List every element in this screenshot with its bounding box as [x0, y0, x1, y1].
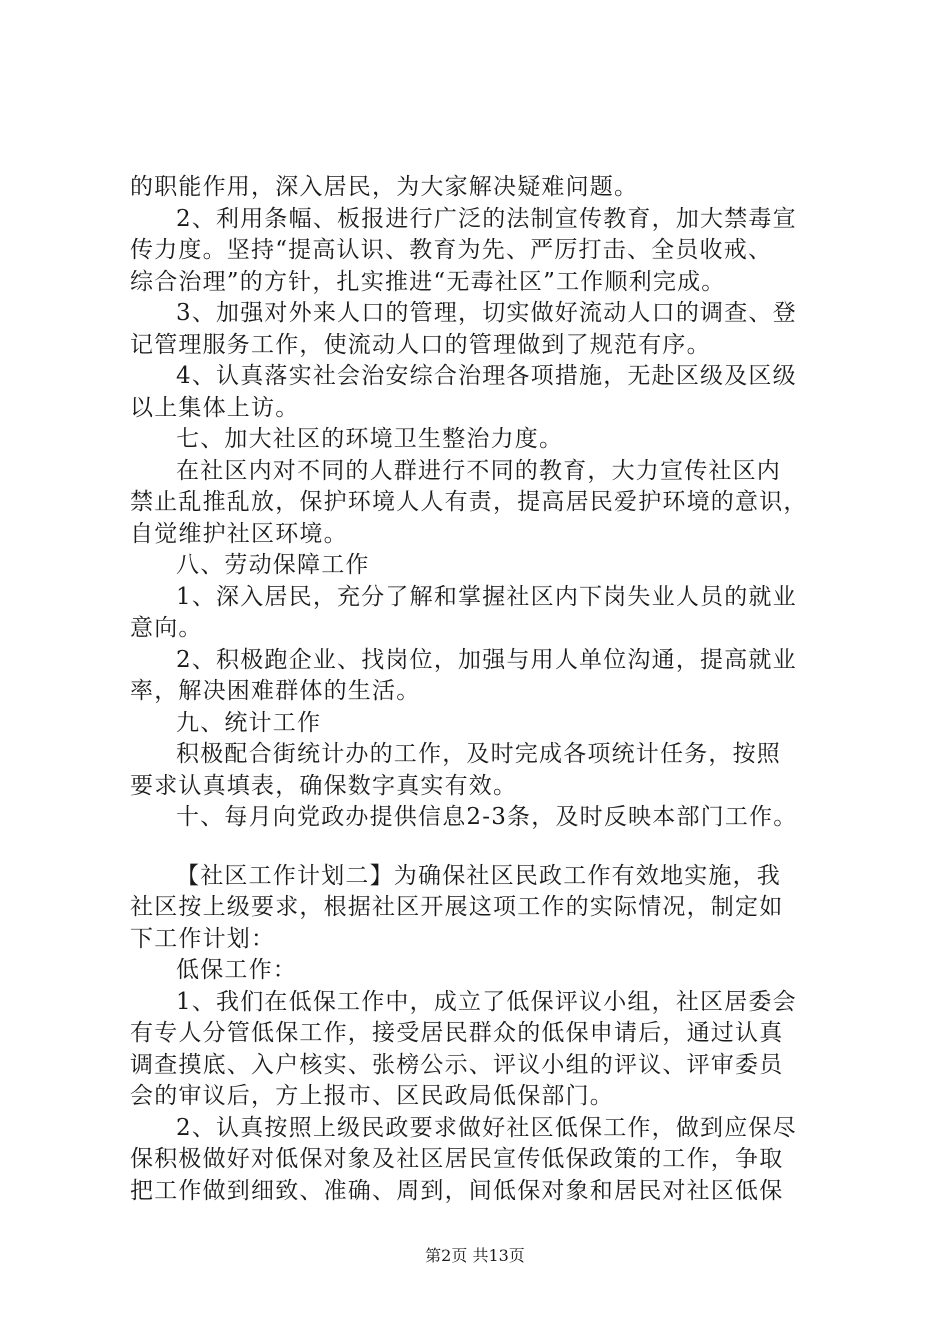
text-line: 意向。: [130, 615, 203, 641]
text-line: 率，解决困难群体的生活。: [130, 678, 421, 704]
text-line: 禁止乱推乱放，保护环境人人有责，提高居民爱护环境的意识，: [130, 489, 808, 515]
text-line: 在社区内对不同的人群进行不同的教育，大力宣传社区内: [176, 457, 781, 484]
text-line: 的职能作用，深入居民，为大家解决疑难问题。: [130, 174, 639, 200]
text-line: 有专人分管低保工作，接受居民群众的低保申请后，通过认真: [130, 1020, 784, 1046]
text-line: 调查摸底、入户核实、张榜公示、评议小组的评议、评审委员: [130, 1051, 784, 1078]
section-part-two: [130, 861, 835, 1208]
text-line: 1、我们在低保工作中，成立了低保评议小组，社区居委会: [176, 988, 797, 1015]
text-line: 【社区工作计划二】为确保社区民政工作有效地实施，我: [176, 862, 781, 889]
text-line: 九、统计工作: [176, 709, 322, 736]
text-line: 八、劳动保障工作: [176, 552, 370, 578]
text-line: 4、认真落实社会治安综合治理各项措施，无赴区级及区级: [176, 363, 797, 389]
text-line: 1、深入居民，充分了解和掌握社区内下岗失业人员的就业: [176, 583, 797, 610]
page-footer: 第2页 共13页: [425, 1246, 525, 1265]
text-line: 把工作做到细致、准确、周到，间低保对象和居民对社区低保: [130, 1177, 784, 1204]
text-line: 要求认真填表，确保数字真实有效。: [130, 772, 518, 799]
text-line: 低保工作：: [176, 957, 297, 983]
text-line: 综合治理”的方针，扎实推进“无毒社区”工作顺利完成。: [130, 268, 726, 295]
text-line: 社区按上级要求，根据社区开展这项工作的实际情况，制定如: [130, 894, 784, 920]
text-line: 保积极做好对低保对象及社区居民宣传低保政策的工作，争取: [130, 1146, 784, 1172]
text-line: 十、每月向党政办提供信息2-3条，及时反映本部门工作。: [176, 804, 798, 830]
text-line: 自觉维护社区环境。: [130, 520, 348, 547]
section-part-one: [130, 172, 835, 834]
text-line: 2、积极跑企业、找岗位，加强与用人单位沟通，提高就业: [176, 646, 797, 673]
text-line: 记管理服务工作，使流动人口的管理做到了规范有序。: [130, 331, 711, 358]
text-line: 传力度。坚持“提高认识、教育为先、严厉打击、全员收戒、: [130, 237, 773, 263]
text-line: 积极配合街统计办的工作，及时完成各项统计任务，按照: [176, 741, 781, 767]
paragraph-gap: [130, 834, 835, 861]
text-line: 以上集体上访。: [130, 394, 300, 421]
text-line: 3、加强对外来人口的管理，切实做好流动人口的调查、登: [176, 300, 797, 326]
text-line: 下工作计划：: [130, 925, 276, 952]
text-line: 2、利用条幅、板报进行广泛的法制宣传教育，加大禁毒宣: [176, 205, 797, 232]
text-line: 七、加大社区的环境卫生整治力度。: [176, 426, 564, 452]
document-body: [130, 172, 835, 1207]
text-line: 2、认真按照上级民政要求做好社区低保工作，做到应保尽: [176, 1114, 797, 1141]
text-line: 会的审议后，方上报市、区民政局低保部门。: [130, 1083, 614, 1109]
